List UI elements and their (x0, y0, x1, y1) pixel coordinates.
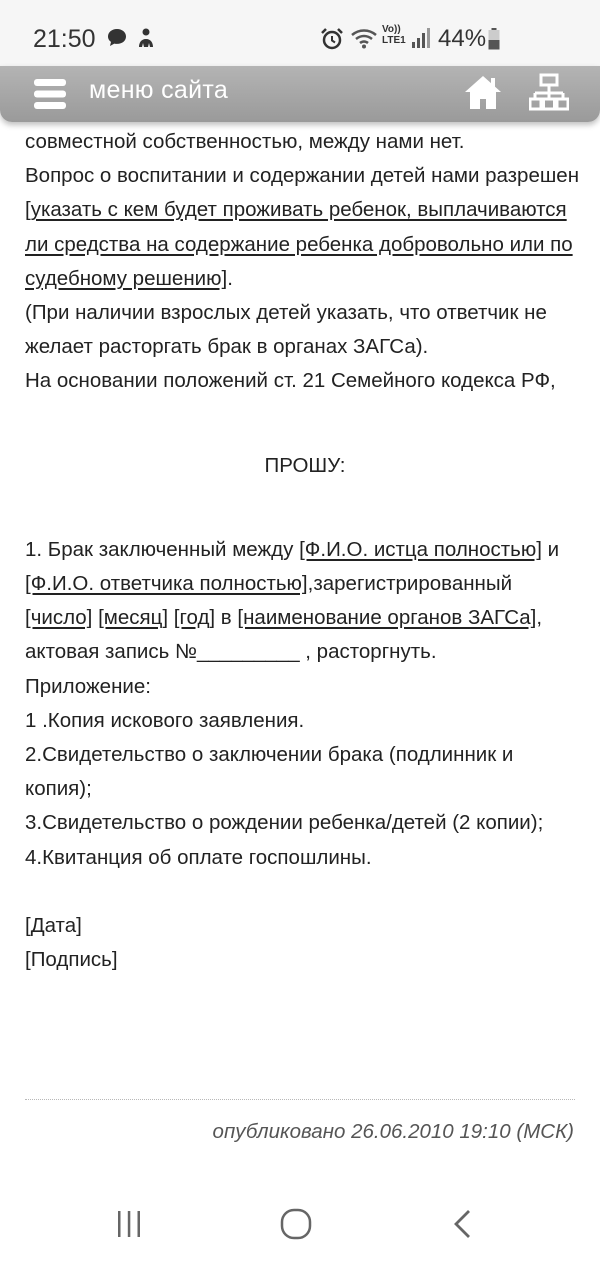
paragraph-children-end: . (227, 266, 233, 290)
menu-title[interactable]: меню сайта (89, 76, 229, 104)
back-icon[interactable] (443, 1204, 483, 1244)
placeholder-day: [число] (25, 606, 93, 630)
volte-label: Vo)) (382, 24, 401, 35)
battery-icon (488, 28, 500, 55)
alarm-icon (320, 27, 344, 56)
hamburger-icon[interactable] (34, 77, 66, 111)
status-time: 21:50 (33, 25, 96, 53)
request-text-4: в (215, 606, 238, 630)
attachment-item: 1 .Копия искового заявления. (25, 708, 305, 732)
paragraph-legal-basis: На основании положений ст. 21 Семейного кодекса РФ, (25, 369, 556, 393)
attachment-item: 2.Свидетельство о заключении брака (подлинник и копия); (25, 743, 514, 801)
request-paragraph (25, 533, 585, 670)
placeholder-month: [месяц] (98, 606, 169, 630)
published-date: опубликовано 26.06.2010 19:10 (МСК) (212, 1120, 574, 1143)
recent-apps-icon[interactable] (109, 1204, 149, 1244)
signal-icon (411, 27, 431, 54)
attachment-item: 3.Свидетельство о рождении ребенка/детей (2 копии); (25, 811, 544, 835)
footer-divider (25, 1099, 575, 1100)
paragraph-children-text: Вопрос о воспитании и содержании детей нами разрешен (25, 164, 580, 188)
placeholder-child-residence: [указать с кем будет проживать ребенок, выплачиваются ли средства на содержание ребенка добровольно или по судебному решению] (25, 198, 573, 290)
person-icon (135, 27, 157, 54)
attachments-title: Приложение: (25, 674, 151, 698)
attachment-item: 4.Квитанция об оплате госпошлины. (25, 845, 372, 869)
paragraph-property-end: совместной собственностью, между нами нет. (25, 130, 465, 153)
request-text-2: и (541, 537, 560, 561)
site-header (0, 66, 600, 122)
request-text-1: 1. Брак заключенный между (25, 537, 300, 561)
battery-percent: 44% (438, 25, 487, 52)
home-icon[interactable] (463, 73, 503, 113)
system-nav-bar (0, 1180, 600, 1266)
sitemap-icon[interactable] (529, 73, 569, 113)
date-placeholder: [Дата] (25, 913, 82, 937)
chat-icon (106, 27, 128, 54)
request-heading: ПРОШУ: (264, 453, 346, 477)
signature-placeholder: [Подпись] (25, 948, 118, 972)
placeholder-year: [год] (173, 606, 216, 630)
placeholder-plaintiff-name: [Ф.И.О. истца полностью] (299, 537, 542, 561)
document-body (25, 125, 585, 977)
volte-lte-icon (382, 24, 406, 46)
home-circle-icon[interactable] (276, 1204, 316, 1244)
paragraph-adult-children: (При наличии взрослых детей указать, что ответчик не желает расторгать брак в органах ЗАГСа). (25, 301, 547, 359)
request-text-3: ,зарегистрированный (307, 572, 513, 596)
request-text-5: , актовая запись №_________ , расторгнуть. (25, 606, 543, 664)
placeholder-registry-office: [наименование органов ЗАГСа] (237, 606, 537, 630)
lte-label: LTE1 (382, 35, 406, 46)
placeholder-defendant-name: [Ф.И.О. ответчика полностью] (25, 572, 308, 596)
paragraph-children (25, 125, 585, 296)
wifi-icon (350, 27, 378, 54)
